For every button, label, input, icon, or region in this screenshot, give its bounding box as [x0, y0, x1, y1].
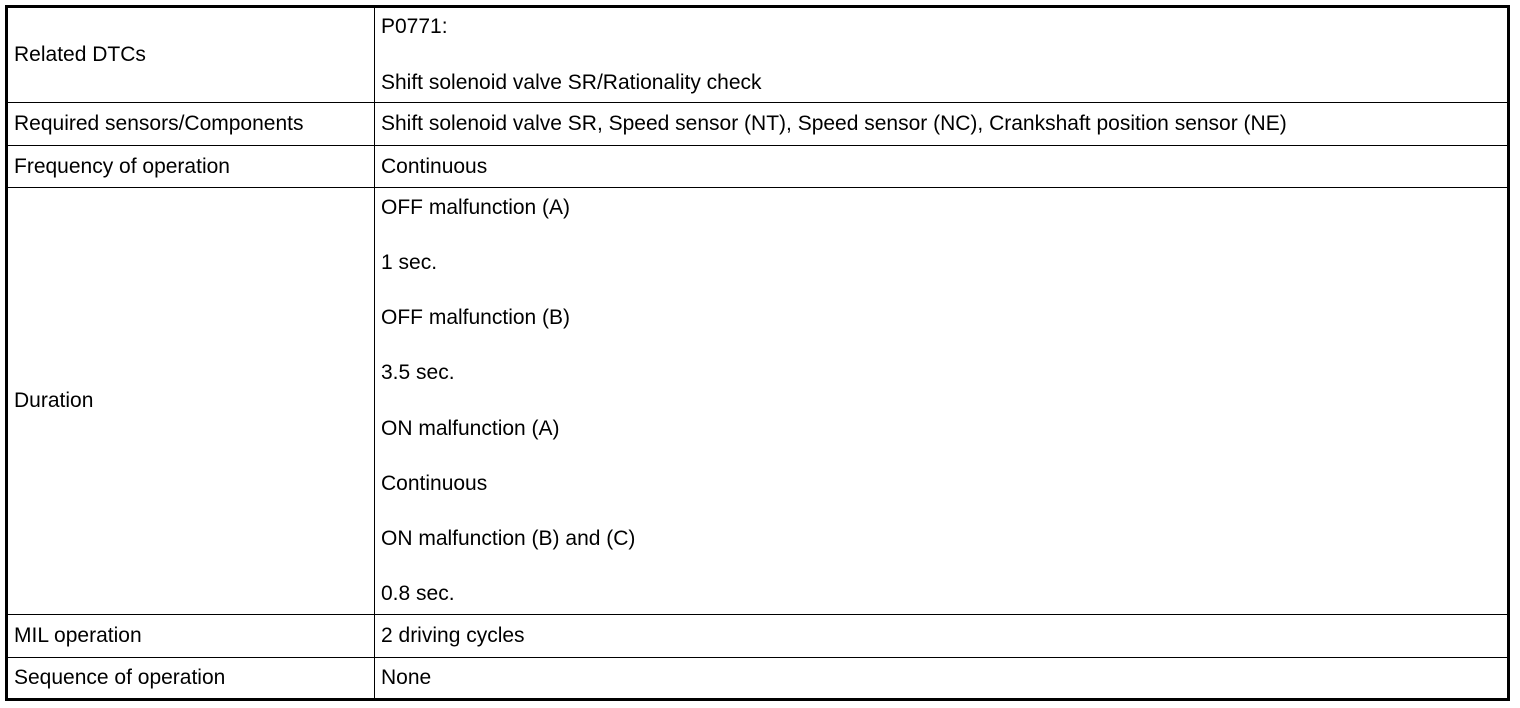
- table-row-duration: [7, 188, 1509, 615]
- value-cell: [375, 146, 1509, 188]
- value-cell: [375, 103, 1509, 146]
- specification-table: [5, 5, 1510, 701]
- duration-line: 1 sec.: [381, 251, 438, 275]
- label-cell: Required sensors/Components: [7, 103, 375, 146]
- label-cell: Frequency of operation: [7, 146, 375, 188]
- label-cell: Sequence of operation: [7, 657, 375, 699]
- value-cell: [375, 188, 1509, 615]
- table-row-mil-operation: [7, 614, 1509, 657]
- value-cell: [375, 657, 1509, 699]
- frequency-value: Continuous: [381, 154, 488, 178]
- duration-line: OFF malfunction (A): [381, 195, 571, 219]
- duration-line: 3.5 sec.: [381, 361, 455, 385]
- value-cell: [375, 7, 1509, 103]
- table-row-required-sensors: [7, 103, 1509, 146]
- mil-value: 2 driving cycles: [381, 623, 525, 647]
- value-cell: [375, 614, 1509, 657]
- sequence-value: None: [381, 665, 432, 689]
- duration-line: 0.8 sec.: [381, 581, 455, 605]
- table-row-frequency: [7, 146, 1509, 188]
- table-row-sequence: [7, 657, 1509, 699]
- label-cell: Related DTCs: [7, 7, 375, 103]
- duration-line: ON malfunction (A): [381, 416, 560, 440]
- label-cell: Duration: [7, 188, 375, 615]
- sensors-value: Shift solenoid valve SR, Speed sensor (NT), Speed sensor (NC), Crankshaft position sensor (NE): [381, 112, 1287, 136]
- table-row-related-dtcs: [7, 7, 1509, 103]
- duration-line: Continuous: [381, 471, 488, 495]
- duration-line: OFF malfunction (B): [381, 306, 571, 330]
- duration-line: ON malfunction (B) and (C): [381, 526, 636, 550]
- label-cell: MIL operation: [7, 614, 375, 657]
- dtc-code: P0771:: [381, 15, 448, 39]
- dtc-description: Shift solenoid valve SR/Rationality check: [381, 70, 762, 94]
